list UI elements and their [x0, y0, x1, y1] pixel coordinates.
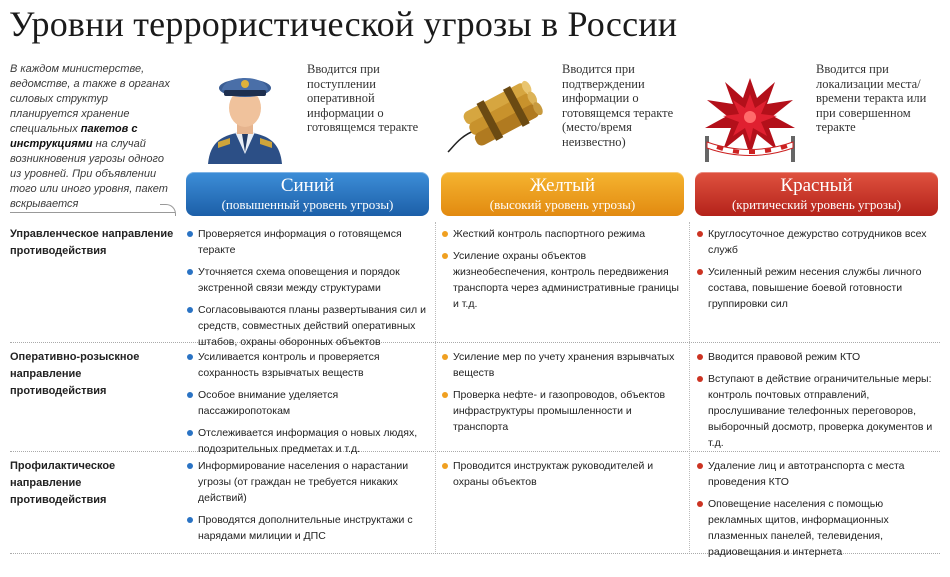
list-item: Особое внимание уделяется пассажиропотокам	[186, 387, 426, 419]
list-item: Усиление охраны объектов жизнеобеспечения, контроль передвижения транспорта через административные границы и т.д.	[441, 248, 683, 312]
list-item: Отслеживается информация о новых людях, подозрительных предметах и т.д.	[186, 425, 426, 457]
yellow-level-description: Вводится при подтверждении информации о готовящемся теракте (место/время неизвестно)	[562, 62, 674, 149]
blue-level-description: Вводится при поступлении оперативной информации о готовящемся теракте	[307, 62, 419, 134]
list-item: Проводится инструктаж руководителей и охраны объектов	[441, 458, 683, 490]
intro-text-2: на случай возникновения угрозы одного из уровней. При объявлении того или иного уровня, пакет вскрывается	[10, 138, 168, 210]
list-item: Удаление лиц и автотранспорта с места проведения КТО	[696, 458, 940, 490]
list-item: Вводится правовой режим КТО	[696, 349, 940, 365]
level-name: Красный	[780, 175, 853, 196]
level-name: Желтый	[529, 175, 596, 196]
intro-divider	[10, 212, 175, 213]
list-item: Жесткий контроль паспортного режима	[441, 226, 683, 242]
column-divider	[689, 222, 690, 552]
list-item: Усиливается контроль и проверяется сохранность взрывчатых веществ	[186, 349, 426, 381]
cell-preventive-red	[696, 458, 940, 566]
list-item: Информирование населения о нарастании угрозы (от граждан не требуется никаких действий)	[186, 458, 426, 506]
dynamite-icon	[446, 78, 556, 158]
list-item: Проверка нефте- и газопроводов, объектов инфраструктуры промышленности и транспорта	[441, 387, 683, 435]
level-blue-header	[186, 172, 429, 216]
cell-operational-yellow	[441, 349, 683, 441]
cell-preventive-yellow	[441, 458, 683, 496]
list-item: Усиление мер по учету хранения взрывчатых веществ	[441, 349, 683, 381]
list-item: Уточняется схема оповещения и порядок экстренной связи между структурами	[186, 264, 426, 296]
police-officer-icon	[200, 64, 290, 164]
list-item: Вступают в действие ограничительные меры: контроль почтовых отправлений, прослушивание телефонных переговоров, выборочный досмотр, проверка документов и т.д.	[696, 371, 940, 451]
cell-management-blue	[186, 226, 426, 356]
level-name: Синий	[280, 175, 335, 196]
level-red-header	[695, 172, 938, 216]
level-yellow-header	[441, 172, 684, 216]
explosion-cordon-icon	[695, 70, 805, 165]
cell-management-yellow	[441, 226, 683, 318]
cell-operational-red	[696, 349, 940, 457]
column-divider	[435, 222, 436, 552]
intro-bold: пакетов с инструкциями	[10, 123, 138, 150]
cell-preventive-blue	[186, 458, 426, 550]
intro-note	[10, 62, 175, 212]
page-title: Уровни террористической угрозы в России	[9, 4, 678, 44]
list-item: Усиленный режим несения службы личного состава, повышение боевой готовности группировки сил	[696, 264, 936, 312]
row-header-management: Управленческое направление противодействия	[10, 228, 174, 257]
list-item: Круглосуточное дежурство сотрудников всех служб	[696, 226, 936, 258]
cell-operational-blue	[186, 349, 426, 463]
level-subtitle: (критический уровень угрозы)	[731, 197, 902, 212]
level-subtitle: (высокий уровень угрозы)	[489, 197, 636, 212]
level-subtitle: (повышенный уровень угрозы)	[221, 197, 394, 212]
list-item: Проводятся дополнительные инструктажи с нарядами милиции и ДПС	[186, 512, 426, 544]
list-item: Согласовываются планы развертывания сил и средств, совместных действий оперативных штабов, охраны оборонных объектов	[186, 302, 426, 350]
intro-text-1: В каждом министерстве, ведомстве, а также в органах силовых структур планируется хранение специальных	[10, 63, 170, 135]
row-header-operational: Оперативно-розыскное направление противодействия	[10, 351, 140, 397]
red-level-description: Вводится при локализации места/времени теракта или при совершенном теракте	[816, 62, 927, 134]
row-header-preventive: Профилактическое направление противодействия	[10, 460, 116, 506]
row-divider	[10, 342, 940, 343]
cell-management-red	[696, 226, 936, 318]
list-item: Оповещение населения с помощью рекламных щитов, информационных плазменных панелей, телевидения, радиовещания и интернета	[696, 496, 940, 560]
list-item: Проверяется информация о готовящемся теракте	[186, 226, 426, 258]
